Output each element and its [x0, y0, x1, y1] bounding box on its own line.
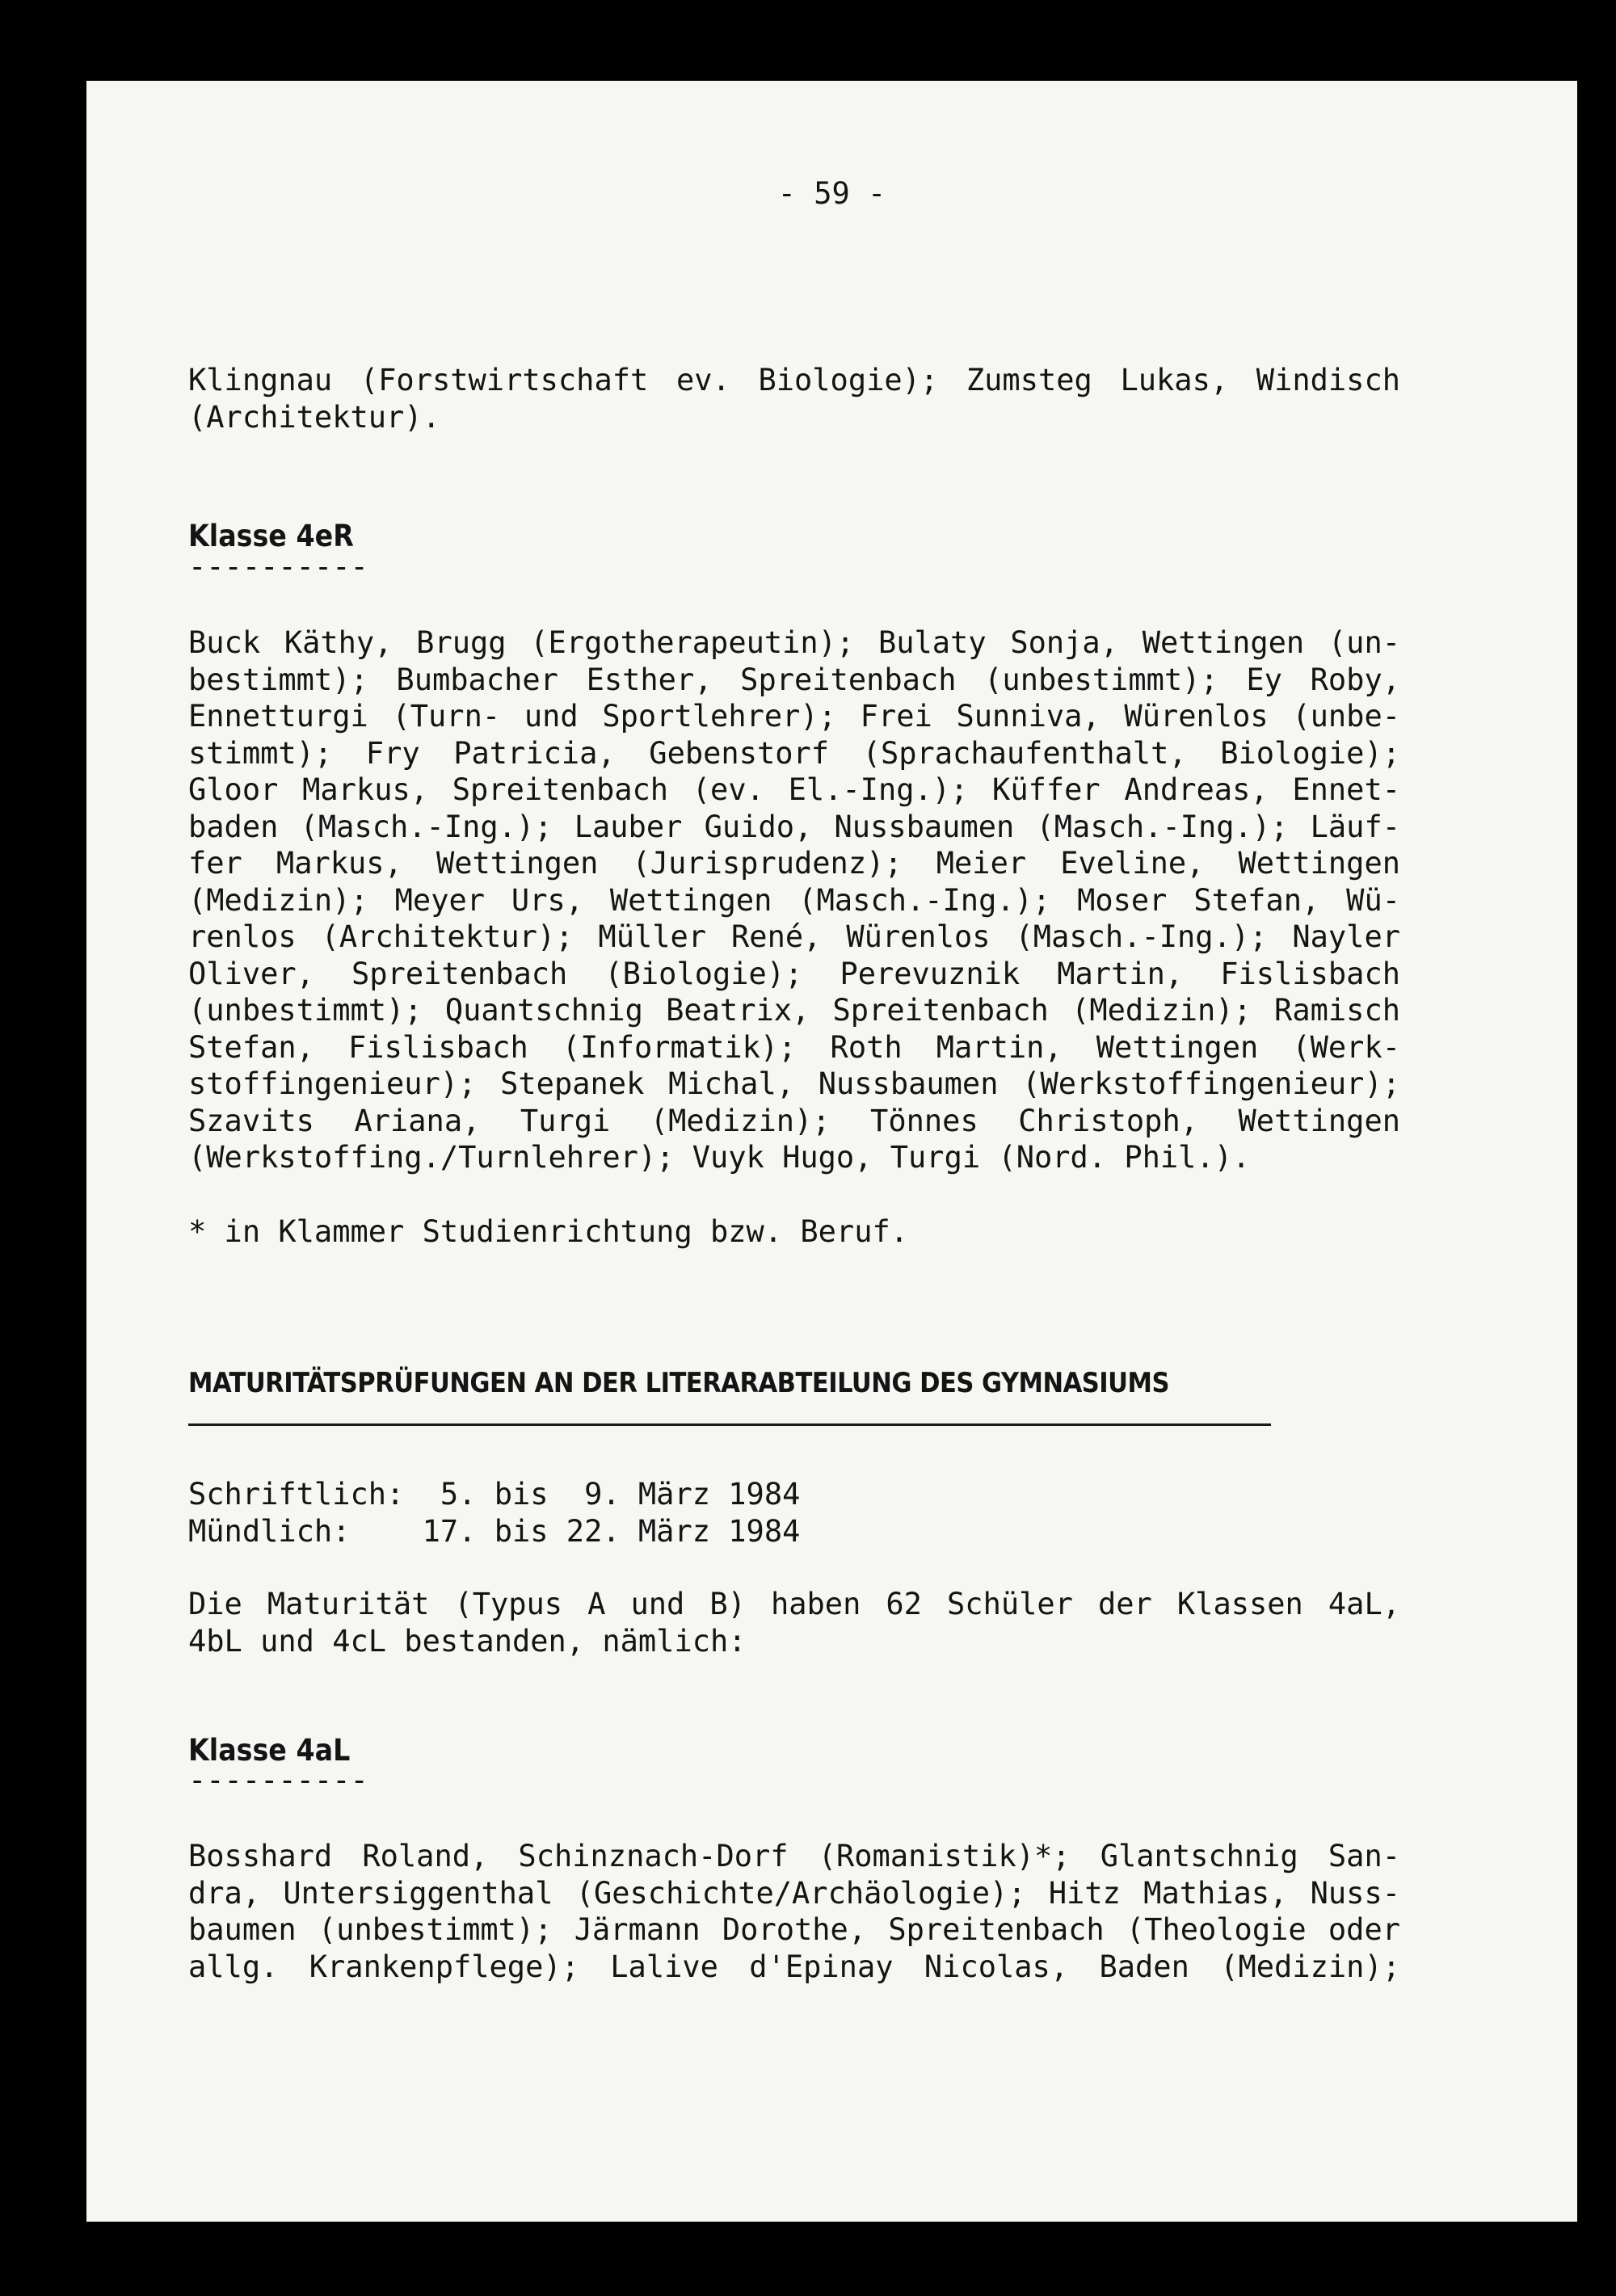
- text-line: Szavits Ariana, Turgi (Medizin); Tönnes Christoph, Wettingen: [188, 1103, 1400, 1138]
- class-4eR-list: [188, 624, 1400, 1176]
- text-line: Gloor Markus, Spreitenbach (ev. El.-Ing.); Küffer Andreas, Ennet-: [188, 772, 1400, 807]
- text-line: Bosshard Roland, Schinznach-Dorf (Romanistik)*; Glantschnig San-: [188, 1839, 1400, 1873]
- class-4aL-list: [188, 1838, 1400, 1985]
- text-line: bestimmt); Bumbacher Esther, Spreitenbach (unbestimmt); Ey Roby,: [188, 662, 1400, 697]
- text-line: (Architektur).: [188, 399, 440, 435]
- text-line: renlos (Architektur); Müller René, Würenlos (Masch.-Ing.); Nayler: [188, 919, 1400, 954]
- text-line: baden (Masch.-Ing.); Lauber Guido, Nussbaumen (Masch.-Ing.); Läuf-: [188, 809, 1400, 844]
- text-line: Oliver, Spreitenbach (Biologie); Perevuznik Martin, Fislisbach: [188, 956, 1400, 991]
- text-line: (Medizin); Meyer Urs, Wettingen (Masch.-Ing.); Moser Stefan, Wü-: [188, 882, 1400, 918]
- text-line: Die Maturität (Typus A und B) haben 62 Schüler der Klassen 4aL,: [188, 1587, 1400, 1621]
- text-line: Ennetturgi (Turn- und Sportlehrer); Frei Sunniva, Würenlos (unbe-: [188, 699, 1400, 734]
- text-line: (unbestimmt); Quantschnig Beatrix, Spreitenbach (Medizin); Ramisch: [188, 993, 1400, 1028]
- text-line: allg. Krankenpflege); Lalive d'Epinay Nicolas, Baden (Medizin);: [188, 1949, 1400, 1984]
- class-heading-4eR: Klasse 4eR: [188, 519, 354, 553]
- text-line: dra, Untersiggenthal (Geschichte/Archäologie); Hitz Mathias, Nuss-: [188, 1875, 1400, 1911]
- text-line: (Werkstoffing./Turnlehrer); Vuyk Hugo, Turgi (Nord. Phil.).: [188, 1140, 1251, 1175]
- intro-paragraph: [188, 362, 1400, 435]
- section-title-rule: [188, 1423, 1271, 1426]
- exam-dates: [188, 1476, 800, 1550]
- footnote: [188, 1213, 1400, 1251]
- text-line: baumen (unbestimmt); Järmann Dorothe, Spreitenbach (Theologie oder: [188, 1912, 1400, 1947]
- heading-underline: ----------: [188, 1763, 368, 1798]
- text-line: 4bL und 4cL bestanden, nämlich:: [188, 1623, 747, 1659]
- maturity-paragraph: [188, 1586, 1400, 1659]
- text-line: Stefan, Fislisbach (Informatik); Roth Martin, Wettingen (Werk-: [188, 1029, 1400, 1065]
- exam-date-written: Schriftlich: 5. bis 9. März 1984: [188, 1477, 801, 1512]
- heading-underline: ----------: [188, 549, 368, 584]
- text-line: fer Markus, Wettingen (Jurisprudenz); Meier Eveline, Wettingen: [188, 846, 1400, 881]
- text-line: Buck Käthy, Brugg (Ergotherapeutin); Bulaty Sonja, Wettingen (un-: [188, 625, 1400, 660]
- footnote-text: * in Klammer Studienrichtung bzw. Beruf.: [188, 1214, 909, 1249]
- section-title: MATURITÄTSPRÜFUNGEN AN DER LITERARABTEILUNG DES GYMNASIUMS: [188, 1367, 1169, 1399]
- document-page: [86, 81, 1577, 2222]
- exam-date-oral: Mündlich: 17. bis 22. März 1984: [188, 1514, 801, 1549]
- page-number: - 59 -: [777, 176, 886, 211]
- class-heading-4aL: Klasse 4aL: [188, 1733, 351, 1768]
- text-line: Klingnau (Forstwirtschaft ev. Biologie); Zumsteg Lukas, Windisch: [188, 363, 1400, 397]
- text-line: stoffingenieur); Stepanek Michal, Nussbaumen (Werkstoffingenieur);: [188, 1066, 1400, 1101]
- text-line: stimmt); Fry Patricia, Gebenstorf (Sprachaufenthalt, Biologie);: [188, 735, 1400, 771]
